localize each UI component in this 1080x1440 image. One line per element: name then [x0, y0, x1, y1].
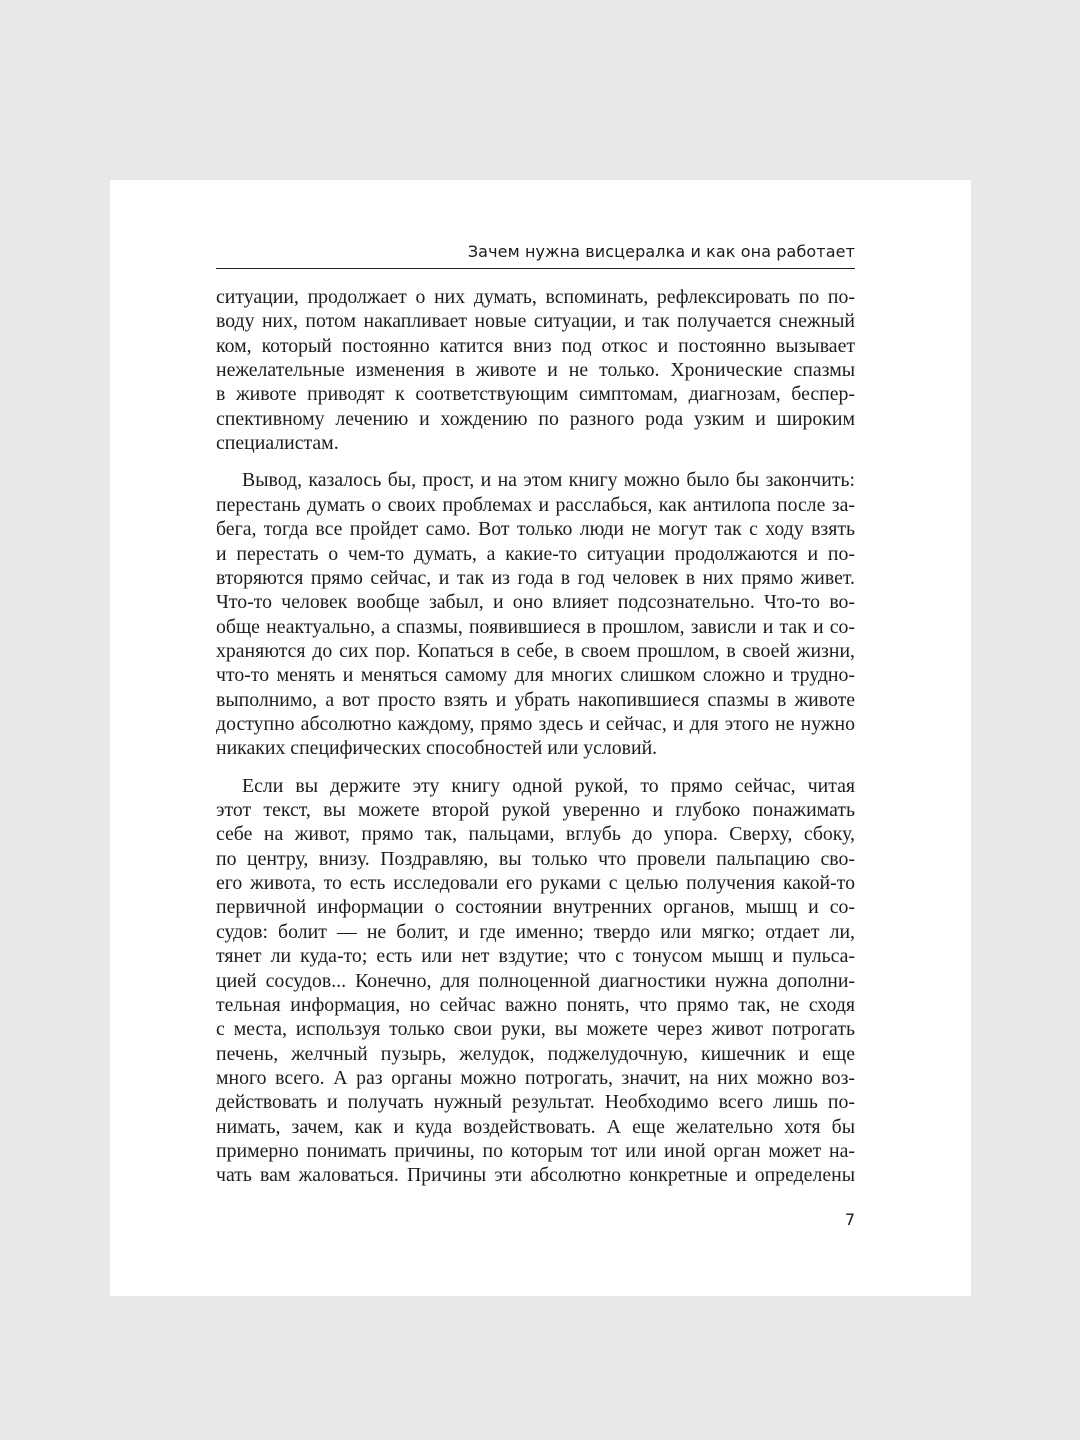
- text-line: печень, желчный пузырь, желудок, поджелудочную, кишечник и еще: [216, 1042, 855, 1065]
- text-line: ситуации, продолжает о них думать, вспоминать, рефлексировать по по-: [216, 286, 855, 308]
- text-line: доступно абсолютно каждому, прямо здесь и сейчас, и для этого не нужно: [216, 713, 855, 735]
- page-number: 7: [844, 1210, 855, 1229]
- text-line: ком, который постоянно катится вниз под откос и постоянно вызывает: [216, 334, 855, 357]
- text-line: чать вам жаловаться. Причины эти абсолютно конкретные и определены: [216, 1164, 855, 1187]
- text-line: храняются до сих пор. Копаться в себе, в своем прошлом, в своей жизни,: [216, 639, 855, 662]
- text-line: себе на живот, прямо так, пальцами, вглубь до упора. Сверху, сбоку,: [216, 823, 855, 846]
- text-line: первичной информации о состоянии внутренних органов, мышц и со-: [216, 896, 855, 919]
- text-line: много всего. А раз органы можно потрогать, значит, на них можно воз-: [216, 1066, 855, 1089]
- text-line: вторяются прямо сейчас, и так из года в год человек в них прямо живет.: [216, 566, 855, 589]
- text-line: Если вы держите эту книгу одной рукой, то прямо сейчас, читая: [242, 774, 855, 797]
- book-page: [110, 180, 971, 1296]
- text-line: бега, тогда все пройдет само. Вот только люди не могут так с ходу взять: [216, 518, 855, 541]
- text-line: перестань думать о своих проблемах и расслабься, как антилопа после за-: [216, 493, 855, 516]
- text-line: никаких специфических способностей или условий.: [216, 737, 658, 760]
- text-line: спективному лечению и хождению по разного рода узким и широким: [216, 407, 855, 430]
- text-line: нежелательные изменения в животе и не только. Хронические спазмы: [216, 359, 855, 381]
- text-line: по центру, внизу. Поздравляю, вы только что провели пальпацию сво-: [216, 847, 855, 870]
- header-rule: [216, 268, 855, 269]
- text-line: нимать, зачем, как и куда воздействовать. А еще желательно хотя бы: [216, 1115, 855, 1138]
- text-line: Что-то человек вообще забыл, и оно влияет подсознательно. Что-то во-: [216, 591, 855, 614]
- text-line: и перестать о чем-то думать, а какие-то ситуации продолжаются и по-: [216, 542, 855, 565]
- text-line: с места, используя только свои руки, вы можете через живот потрогать: [216, 1018, 855, 1041]
- text-line: его живота, то есть исследовали его руками с целью получения какой-то: [216, 872, 855, 895]
- text-line: в животе приводят к соответствующим симптомам, диагнозам, беспер-: [216, 383, 855, 406]
- text-line: примерно понимать причины, по которым тот или иной орган может на-: [216, 1139, 855, 1162]
- text-line: Вывод, казалось бы, прост, и на этом книгу можно было бы закончить:: [242, 469, 855, 492]
- text-line: воду них, потом накапливает новые ситуации, и так получается снежный: [216, 310, 855, 333]
- running-head: Зачем нужна висцералка и как она работает: [467, 242, 855, 261]
- text-line: что-то менять и меняться самому для многих слишком сложно и трудно-: [216, 664, 855, 687]
- text-line: тельная информация, но сейчас важно понять, что прямо так, не сходя: [216, 993, 855, 1016]
- text-line: выполнимо, а вот просто взять и убрать накопившиеся спазмы в животе: [216, 688, 855, 711]
- text-line: обще неактуально, а спазмы, появившиеся в прошлом, зависли и так и со-: [216, 615, 855, 638]
- text-line: цией сосудов... Конечно, для полноценной диагностики нужна дополни-: [216, 969, 855, 992]
- text-line: действовать и получать нужный результат. Необходимо всего лишь по-: [216, 1091, 855, 1114]
- text-line: этот текст, вы можете второй рукой уверенно и глубоко понажимать: [216, 799, 855, 821]
- text-line: специалистам.: [216, 432, 339, 455]
- text-line: судов: болит — не болит, и где именно; твердо или мягко; отдает ли,: [216, 920, 855, 943]
- text-line: тянет ли куда-то; есть или нет вздутие; что с тонусом мышц и пульса-: [216, 945, 855, 968]
